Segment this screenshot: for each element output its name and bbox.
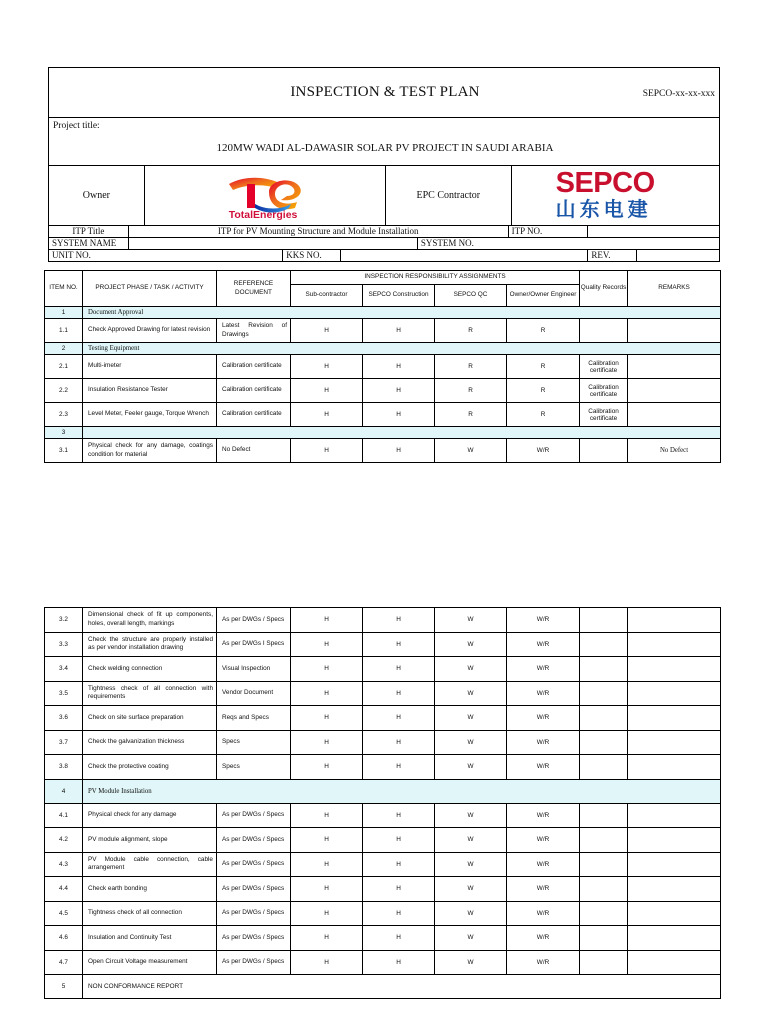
task-cell: Check welding connection — [83, 657, 217, 682]
remarks-cell — [628, 901, 721, 926]
table-row — [45, 355, 721, 379]
sub-contractor-cell: H — [291, 681, 363, 706]
section-row — [45, 427, 721, 439]
section-title-cell: PV Module Installation — [83, 779, 721, 803]
owner-engineer-cell: R — [507, 403, 580, 427]
remarks-cell — [628, 706, 721, 731]
rev-label: REV. — [588, 250, 637, 262]
system-name-label: SYSTEM NAME — [49, 238, 129, 249]
table-row — [45, 657, 721, 682]
document-code: SEPCO-xx-xx-xxx — [642, 89, 715, 99]
task-cell: Insulation and Continuity Test — [83, 926, 217, 951]
sepco-logo — [556, 168, 655, 221]
task-cell: Check Approved Drawing for latest revision — [83, 319, 217, 343]
sepco-qc-cell: W — [435, 803, 507, 828]
table-row — [45, 926, 721, 951]
quality-records-cell — [580, 877, 628, 902]
reference-cell: Latest Revision of Drawings — [217, 319, 291, 343]
kks-no-value — [341, 250, 588, 262]
sepco-qc-cell: W — [435, 608, 507, 633]
sub-contractor-cell: H — [291, 355, 363, 379]
totalenergies-logo-text: TotalEnergies — [228, 209, 298, 221]
epc-label-cell — [386, 166, 512, 225]
table-row — [45, 950, 721, 975]
task-cell: Check the structure are properly installed as per vendor installation drawing — [83, 632, 217, 657]
remarks-cell — [628, 657, 721, 682]
section-no-cell: 4 — [45, 779, 83, 803]
sepco-logo-chinese: 山东电建 — [555, 199, 652, 221]
section-title-cell: Document Approval — [83, 307, 721, 319]
reference-cell: Reqs and Specs — [217, 706, 291, 731]
owner-engineer-cell: W/R — [507, 950, 580, 975]
remarks-cell — [628, 608, 721, 633]
item-no-cell: 2.3 — [45, 403, 83, 427]
owner-engineer-cell: W/R — [507, 439, 580, 463]
item-no-cell: 1.1 — [45, 319, 83, 343]
owner-logo-cell — [145, 166, 386, 225]
col-phase: PROJECT PHASE / TASK / ACTIVITY — [83, 271, 217, 307]
sepco-construction-cell: H — [363, 926, 435, 951]
itp-no-label: ITP NO. — [509, 226, 589, 237]
sub-contractor-cell: H — [291, 803, 363, 828]
itp-header — [48, 67, 720, 262]
quality-records-cell — [580, 439, 628, 463]
task-cell: PV Module cable connection, cable arrangement — [83, 852, 217, 877]
reference-cell: Visual Inspection — [217, 657, 291, 682]
quality-records-cell — [580, 706, 628, 731]
sepco-qc-cell: R — [435, 355, 507, 379]
sepco-construction-cell: H — [363, 355, 435, 379]
reference-cell: Calibration certificate — [217, 355, 291, 379]
remarks-cell — [628, 803, 721, 828]
remarks-cell — [628, 950, 721, 975]
quality-records-cell — [580, 852, 628, 877]
owner-engineer-cell: W/R — [507, 926, 580, 951]
owner-engineer-cell: W/R — [507, 706, 580, 731]
project-row — [49, 118, 719, 166]
item-no-cell: 3.4 — [45, 657, 83, 682]
sepco-construction-cell: H — [363, 950, 435, 975]
table-row — [45, 755, 721, 780]
section-row — [45, 975, 721, 999]
sepco-construction-cell: H — [363, 319, 435, 343]
sepco-qc-cell: W — [435, 877, 507, 902]
item-no-cell: 4.7 — [45, 950, 83, 975]
col-reference: REFERENCE DOCUMENT — [217, 271, 291, 307]
system-name-value — [129, 238, 418, 249]
table-row — [45, 730, 721, 755]
remarks-cell — [628, 852, 721, 877]
itp-title-row — [49, 226, 719, 238]
remarks-cell — [628, 403, 721, 427]
sepco-qc-cell: W — [435, 852, 507, 877]
table-row — [45, 877, 721, 902]
owner-engineer-cell: W/R — [507, 730, 580, 755]
task-cell: Insulation Resistance Tester — [83, 379, 217, 403]
section-title-cell: Testing Equipment — [83, 343, 721, 355]
system-no-label: SYSTEM NO. — [420, 238, 474, 248]
task-cell: Physical check for any damage — [83, 803, 217, 828]
owner-engineer-cell: W/R — [507, 681, 580, 706]
quality-records-cell — [580, 730, 628, 755]
table-row — [45, 706, 721, 731]
sub-contractor-cell: H — [291, 730, 363, 755]
section-no-cell: 1 — [45, 307, 83, 319]
sepco-construction-cell: H — [363, 681, 435, 706]
quality-records-cell — [580, 608, 628, 633]
item-no-cell: 3.5 — [45, 681, 83, 706]
sepco-construction-cell: H — [363, 828, 435, 853]
sub-contractor-cell: H — [291, 828, 363, 853]
section-title-cell — [83, 427, 721, 439]
sepco-logo-text: SEPCO — [555, 167, 655, 199]
sepco-construction-cell: H — [363, 803, 435, 828]
task-cell: Open Circuit Voltage measurement — [83, 950, 217, 975]
remarks-cell — [628, 319, 721, 343]
itp-title-value: ITP for PV Mounting Structure and Module Installation — [129, 226, 509, 237]
sub-contractor-cell: H — [291, 657, 363, 682]
task-cell: Dimensional check of fit up components, holes, overall length, markings — [83, 608, 217, 633]
owner-engineer-cell: W/R — [507, 901, 580, 926]
col-owner-engineer: Owner/Owner Engineer — [507, 285, 580, 307]
sepco-qc-cell: R — [435, 403, 507, 427]
section-title-cell: NON CONFORMANCE REPORT — [83, 975, 721, 999]
task-cell: Check the protective coating — [83, 755, 217, 780]
item-no-cell: 3.8 — [45, 755, 83, 780]
kks-no-label: KKS NO. — [283, 250, 341, 262]
col-sepco-qc: SEPCO QC — [435, 285, 507, 307]
remarks-cell — [628, 632, 721, 657]
sepco-qc-cell: W — [435, 681, 507, 706]
quality-records-cell — [580, 926, 628, 951]
sepco-qc-cell: W — [435, 657, 507, 682]
owner-engineer-cell: W/R — [507, 755, 580, 780]
sepco-qc-cell: W — [435, 706, 507, 731]
table-row — [45, 403, 721, 427]
task-cell: Tightness check of all connection — [83, 901, 217, 926]
quality-records-cell — [580, 803, 628, 828]
owner-engineer-cell: W/R — [507, 632, 580, 657]
sepco-qc-cell: R — [435, 379, 507, 403]
project-title-label: Project title: — [53, 121, 100, 131]
table-row — [45, 901, 721, 926]
sub-contractor-cell: H — [291, 950, 363, 975]
sepco-qc-cell: W — [435, 901, 507, 926]
remarks-cell — [628, 355, 721, 379]
table-row — [45, 681, 721, 706]
sepco-qc-cell: R — [435, 319, 507, 343]
system-row — [49, 238, 719, 250]
reference-cell: As per DWGs / Specs — [217, 901, 291, 926]
sub-contractor-cell: H — [291, 706, 363, 731]
table-row — [45, 828, 721, 853]
task-cell: PV module alignment, slope — [83, 828, 217, 853]
section-no-cell: 3 — [45, 427, 83, 439]
epc-contractor-label: EPC Contractor — [416, 190, 481, 201]
sub-contractor-cell: H — [291, 632, 363, 657]
sepco-construction-cell: H — [363, 657, 435, 682]
sepco-construction-cell: H — [363, 852, 435, 877]
sepco-construction-cell: H — [363, 403, 435, 427]
col-remarks: REMARKS — [628, 271, 721, 307]
col-sub-contractor: Sub-contractor — [291, 285, 363, 307]
sepco-construction-cell: H — [363, 379, 435, 403]
remarks-cell — [628, 926, 721, 951]
sub-contractor-cell: H — [291, 852, 363, 877]
item-no-cell: 2.1 — [45, 355, 83, 379]
table-row — [45, 608, 721, 633]
col-item-no: ITEM NO. — [45, 271, 83, 307]
reference-cell: As per DWGs / Specs — [217, 852, 291, 877]
owner-engineer-cell: R — [507, 379, 580, 403]
itp-table-page-1 — [44, 270, 721, 463]
item-no-cell: 4.2 — [45, 828, 83, 853]
title-row — [49, 68, 719, 118]
item-no-cell: 4.6 — [45, 926, 83, 951]
owner-engineer-cell: R — [507, 355, 580, 379]
itp-title-label: ITP Title — [49, 226, 129, 237]
task-cell: Level Meter, Feeler gauge, Torque Wrench — [83, 403, 217, 427]
table-row — [45, 852, 721, 877]
remarks-cell — [628, 828, 721, 853]
remarks-cell — [628, 681, 721, 706]
reference-cell: Specs — [217, 730, 291, 755]
remarks-cell — [628, 730, 721, 755]
item-no-cell: 3.7 — [45, 730, 83, 755]
sepco-construction-cell: H — [363, 608, 435, 633]
owner-label-cell — [49, 166, 145, 225]
sub-contractor-cell: H — [291, 379, 363, 403]
quality-records-cell — [580, 901, 628, 926]
table-row — [45, 319, 721, 343]
reference-cell: Calibration certificate — [217, 403, 291, 427]
task-cell: Check earth bonding — [83, 877, 217, 902]
quality-records-cell — [580, 755, 628, 780]
sepco-construction-cell: H — [363, 730, 435, 755]
section-no-cell: 5 — [45, 975, 83, 999]
section-no-cell: 2 — [45, 343, 83, 355]
item-no-cell: 3.3 — [45, 632, 83, 657]
unit-row — [49, 250, 719, 262]
item-no-cell: 4.4 — [45, 877, 83, 902]
section-row — [45, 779, 721, 803]
reference-cell: As per DWGs / Specs — [217, 950, 291, 975]
section-row — [45, 343, 721, 355]
item-no-cell: 4.3 — [45, 852, 83, 877]
remarks-cell: No Defect — [628, 439, 721, 463]
task-cell: Multi-imeter — [83, 355, 217, 379]
col-responsibility-group: INSPECTION RESPONSIBILITY ASSIGNMENTS — [291, 271, 580, 285]
owner-engineer-cell: W/R — [507, 852, 580, 877]
remarks-cell — [628, 755, 721, 780]
reference-cell: Vendor Document — [217, 681, 291, 706]
sepco-qc-cell: W — [435, 755, 507, 780]
sepco-qc-cell: W — [435, 926, 507, 951]
sepco-construction-cell: H — [363, 706, 435, 731]
item-no-cell: 3.6 — [45, 706, 83, 731]
col-quality-records: Quality Records — [580, 271, 628, 307]
sub-contractor-cell: H — [291, 877, 363, 902]
quality-records-cell: Calibration certificate — [580, 403, 628, 427]
reference-cell: Specs — [217, 755, 291, 780]
sepco-qc-cell: W — [435, 828, 507, 853]
table-row — [45, 803, 721, 828]
logo-row — [49, 166, 719, 226]
remarks-cell — [628, 877, 721, 902]
sub-contractor-cell: H — [291, 901, 363, 926]
sepco-qc-cell: W — [435, 632, 507, 657]
col-sepco-construction: SEPCO Construction — [363, 285, 435, 307]
table-row — [45, 632, 721, 657]
owner-engineer-cell: W/R — [507, 828, 580, 853]
sepco-construction-cell: H — [363, 901, 435, 926]
reference-cell: As per DWGs / Specs — [217, 608, 291, 633]
quality-records-cell — [580, 657, 628, 682]
sub-contractor-cell: H — [291, 319, 363, 343]
task-cell: Physical check for any damage, coatings condition for material — [83, 439, 217, 463]
epc-logo-cell — [512, 166, 719, 225]
task-cell: Tightness check of all connection with requirements — [83, 681, 217, 706]
reference-cell: Calibration certificate — [217, 379, 291, 403]
reference-cell: As per DWGs I Specs — [217, 632, 291, 657]
quality-records-cell — [580, 319, 628, 343]
sub-contractor-cell: H — [291, 439, 363, 463]
item-no-cell: 4.5 — [45, 901, 83, 926]
page-title: INSPECTION & TEST PLAN — [290, 84, 480, 100]
project-name: 120MW WADI AL-DAWASIR SOLAR PV PROJECT IN SAUDI ARABIA — [216, 142, 554, 154]
sepco-qc-cell: W — [435, 439, 507, 463]
owner-engineer-cell: W/R — [507, 877, 580, 902]
quality-records-cell — [580, 632, 628, 657]
reference-cell: No Defect — [217, 439, 291, 463]
item-no-cell: 3.1 — [45, 439, 83, 463]
sub-contractor-cell: H — [291, 403, 363, 427]
remarks-cell — [628, 379, 721, 403]
owner-label: Owner — [82, 190, 110, 201]
owner-engineer-cell: W/R — [507, 657, 580, 682]
quality-records-cell — [580, 828, 628, 853]
owner-engineer-cell: W/R — [507, 803, 580, 828]
table-row — [45, 379, 721, 403]
reference-cell: As per DWGs / Specs — [217, 828, 291, 853]
sepco-construction-cell: H — [363, 439, 435, 463]
table-row — [45, 439, 721, 463]
owner-engineer-cell: W/R — [507, 608, 580, 633]
sepco-construction-cell: H — [363, 877, 435, 902]
task-cell: Check the galvanization thickness — [83, 730, 217, 755]
item-no-cell: 2.2 — [45, 379, 83, 403]
quality-records-cell: Calibration certificate — [580, 379, 628, 403]
item-no-cell: 3.2 — [45, 608, 83, 633]
quality-records-cell — [580, 681, 628, 706]
sepco-construction-cell: H — [363, 632, 435, 657]
sub-contractor-cell: H — [291, 755, 363, 780]
owner-engineer-cell: R — [507, 319, 580, 343]
itp-table-page-2 — [44, 607, 721, 999]
sepco-qc-cell: W — [435, 730, 507, 755]
item-no-cell: 4.1 — [45, 803, 83, 828]
itp-no-value — [588, 226, 719, 237]
sepco-qc-cell: W — [435, 950, 507, 975]
reference-cell: As per DWGs / Specs — [217, 926, 291, 951]
reference-cell: As per DWGs / Specs — [217, 877, 291, 902]
task-cell: Check on site surface preparation — [83, 706, 217, 731]
section-row — [45, 307, 721, 319]
sub-contractor-cell: H — [291, 608, 363, 633]
rev-value — [637, 250, 719, 262]
unit-no-label: UNIT NO. — [49, 250, 283, 262]
sub-contractor-cell: H — [291, 926, 363, 951]
reference-cell: As per DWGs / Specs — [217, 803, 291, 828]
quality-records-cell: Calibration certificate — [580, 355, 628, 379]
quality-records-cell — [580, 950, 628, 975]
sepco-construction-cell: H — [363, 755, 435, 780]
